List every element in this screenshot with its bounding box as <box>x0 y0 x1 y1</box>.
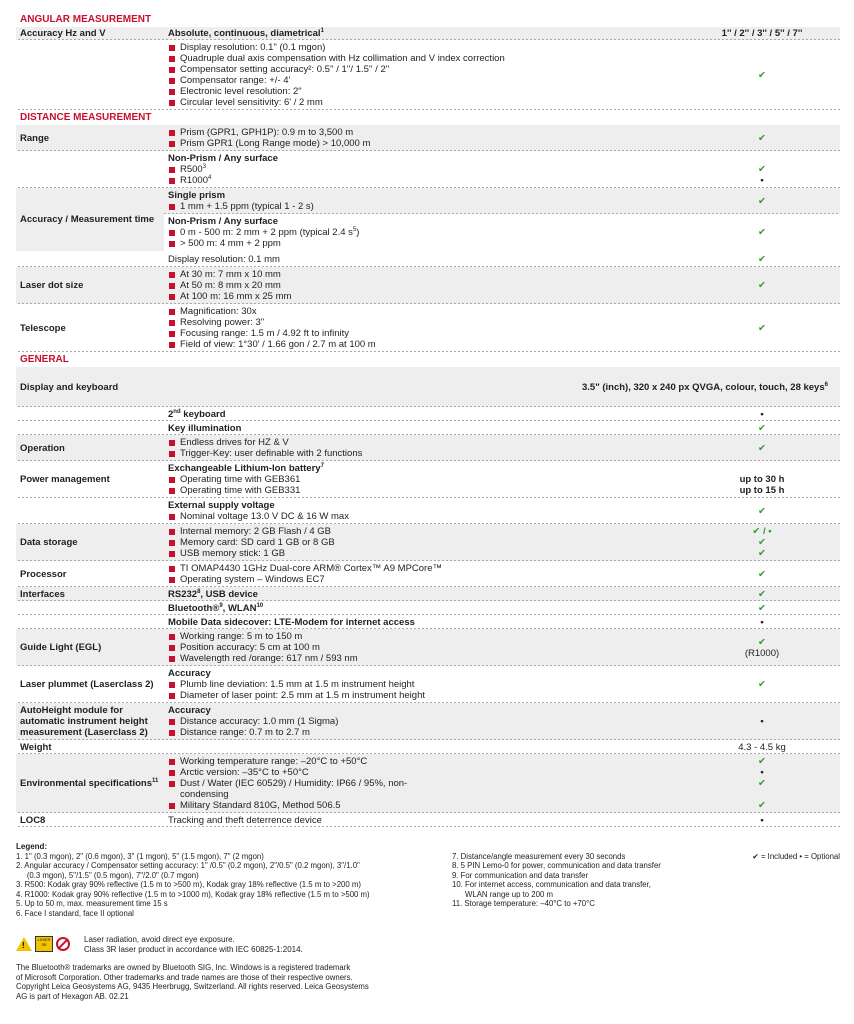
row-head: $RS232^8$, USB device <box>168 588 258 600</box>
list-item: R1000$^4$ <box>168 175 680 186</box>
section-title-general: GENERAL <box>20 354 69 365</box>
row-head: 2nd keyboard <box>168 408 226 420</box>
included-check-icon: ✔ <box>758 548 766 559</box>
list-item: TI OMAP4430 1GHz Dual-core ARM® Cortex™ A9 MPCore™ <box>168 563 680 574</box>
list-item: Distance range: 0.7 m to 2.7 m <box>168 727 680 738</box>
included-check-icon: ✔ <box>758 568 766 580</box>
footnote: 11. Storage temperature: –40°C to +70°C <box>452 899 595 908</box>
spec-sheet <box>16 12 840 827</box>
laser-warning-icons <box>16 935 72 953</box>
spec-row-data-storage <box>16 524 840 561</box>
list-item: At 50 m: 8 mm x 20 mm <box>168 280 680 291</box>
included-check-icon: ✔ <box>758 679 766 690</box>
included-check-icon: ✔ <box>758 422 766 434</box>
included-check-icon: ✔ <box>758 800 766 811</box>
list-item: Endless drives for HZ & V <box>168 437 680 448</box>
spec-row-operation <box>16 435 840 461</box>
footnote: 1. 1" (0.3 mgon), 2" (0.6 mgon), 3" (1 mgon), 5" (1.5 mgon), 7" (2 mgon) <box>16 851 264 861</box>
bullet-list <box>168 42 680 108</box>
footnote: 8. 5 PIN Lemo-0 for power, communication and data transfer <box>452 861 661 870</box>
row-head: Accuracy <box>168 705 211 716</box>
optional-dot-icon: • <box>760 814 764 826</box>
included-check-icon: ✔ <box>758 505 766 517</box>
row-label: Processor <box>20 568 67 580</box>
row-value: 4.3 - 4.5 kg <box>738 741 786 753</box>
list-item: 0 m - 500 m: 2 mm + 2 ppm (typical 2.4 $s^5$) <box>168 227 680 238</box>
list-item: Field of view: 1°30' / 1.66 gon / 2.7 m at 100 m <box>168 339 680 350</box>
list-item: Internal memory: 2 GB Flash / 4 GB <box>168 526 680 537</box>
row-head: Absolute, continuous, diametrical$^1$ <box>168 27 324 39</box>
laser-class-text: Class 3R laser product in accordance with IEC 60825-1:2014. <box>84 945 303 954</box>
list-item: Military Standard 810G, Method 506.5 <box>168 800 680 811</box>
spec-row-single-prism <box>164 188 840 214</box>
row-label: Power management <box>20 474 110 485</box>
list-item: At 30 m: 7 mm x 10 mm <box>168 269 680 280</box>
spec-row-nonprism-reflectorless <box>16 151 840 188</box>
row-head: Non-Prism / Any surface <box>168 216 278 227</box>
included-check-icon: ✔ <box>758 253 766 265</box>
list-item: Operating time with GEB331 <box>168 485 680 496</box>
list-item: Position accuracy: 5 cm at 100 m <box>168 642 680 653</box>
legend-key: ✔ = Included • = Optional <box>752 851 840 861</box>
included-check-icon: ✔ <box>758 778 766 789</box>
spec-row-angular-items <box>16 40 840 110</box>
footnote: 4. R1000: Kodak gray 90% reflective (1.5 m to >1000 m), Kodak gray 18% reflective (1.5 m to >500 m) <box>16 889 370 899</box>
spec-row-loc8 <box>16 813 840 827</box>
included-check-icon: ✔ <box>758 588 766 600</box>
list-item: Arctic version: –35°C to +50°C <box>168 767 680 778</box>
included-check-icon: ✔ <box>758 280 766 291</box>
list-item: At 100 m: 16 mm x 25 mm <box>168 291 680 302</box>
list-item: Nominal voltage 13.0 V DC & 16 W max <box>168 511 680 522</box>
legend-title: Legend: <box>16 842 48 851</box>
row-label: Range <box>20 132 50 144</box>
row-label: Accuracy / Measurement time <box>20 214 155 225</box>
included-check-icon: ✔ <box>758 636 766 648</box>
spec-group-accuracy-time <box>16 188 840 251</box>
list-item: Memory card: SD card 1 GB or 8 GB <box>168 537 680 548</box>
copyright-line: AG is part of Hexagon AB. 02.21 <box>16 991 129 1001</box>
row-label: Interfaces <box>20 588 65 600</box>
spec-row-range <box>16 125 840 151</box>
section-title-angular: ANGULAR MEASUREMENT <box>20 14 152 25</box>
row-label: Accuracy Hz and V <box>20 28 106 39</box>
legend-right-column <box>452 852 742 919</box>
row-head: Exchangeable Lithium-Ion battery$^7$ <box>168 462 324 474</box>
spec-row-nonprism-accuracy <box>164 214 840 251</box>
row-head: Accuracy <box>168 668 211 679</box>
row-label: AutoHeight module for automatic instrument height measurement (Laserclass 2) <box>20 705 148 738</box>
optional-dot-icon: • <box>760 175 764 186</box>
footnote: (0.3 mgon), 5"/1.5" (0.5 mgon), 7"/2.0" (0.7 mgon) <box>16 870 199 880</box>
list-item: Display resolution: 0.1" (0.1 mgon) <box>168 42 680 53</box>
row-value: (R1000) <box>744 647 780 659</box>
spec-row-power-management <box>16 461 840 498</box>
list-item: Distance accuracy: 1.0 mm (1 Sigma) <box>168 716 680 727</box>
list-item: Working temperature range: –20°C to +50°C <box>168 756 680 767</box>
included-check-icon: ✔ <box>758 602 766 614</box>
row-value: 1'' / 2'' / 3'' / 5'' / 7'' <box>721 28 803 39</box>
copyright-line: The Bluetooth® trademarks are owned by Bluetooth SIG, Inc. Windows is a registered trademark <box>16 963 351 972</box>
row-label: LOC8 <box>20 814 46 826</box>
optional-dot-icon: • <box>760 716 764 727</box>
row-label: Data storage <box>20 537 78 548</box>
list-item: Wavelength red /orange: 617 nm / 593 nm <box>168 653 680 664</box>
list-item: Compensator range: +/- 4' <box>168 75 680 86</box>
footnote: WLAN range up to 200 m <box>452 889 553 899</box>
spec-row-2nd-keyboard <box>16 407 840 421</box>
footnote: 2. Angular accuracy / Compensator setting accuracy: 1" /0.5" (0.2 mgon), 2"/0.5" (0.2 mgon), 3"/1.0" <box>16 861 360 870</box>
list-item: Diameter of laser point: 2.5 mm at 1.5 m instrument height <box>168 690 680 701</box>
row-label: Display and keyboard <box>20 381 119 393</box>
row-head: Bluetooth®$^9$, WLAN$^{10}$ <box>168 602 264 614</box>
list-item: Compensator setting accuracy²: 0.5'' / 1''/ 1.5'' / 2'' <box>168 64 680 75</box>
laser-class-label-icon: LASER 3R <box>35 936 53 952</box>
row-value: up to 30 h <box>739 474 785 485</box>
included-check-icon: ✔ <box>758 756 766 767</box>
list-item: > 500 m: 4 mm + 2 ppm <box>168 238 680 249</box>
footnote: 7. Distance/angle measurement every 30 seconds <box>452 851 626 861</box>
footnote: 6. Face I standard, face II optional <box>16 908 134 918</box>
spec-row-weight <box>16 740 840 754</box>
optional-dot-icon: • <box>760 767 764 778</box>
spec-row-display-resolution <box>16 251 840 267</box>
row-label: Operation <box>20 442 65 454</box>
row-head: Key illumination <box>168 422 242 434</box>
row-label: Laser dot size <box>20 280 84 291</box>
included-check-icon: ✔ <box>758 442 766 454</box>
spec-row-display-keyboard <box>16 367 840 407</box>
included-check-icon: ✔ <box>758 69 766 81</box>
no-eye-exposure-icon <box>56 937 70 951</box>
spec-row-laser-dot <box>16 267 840 304</box>
row-label: Weight <box>20 741 52 753</box>
included-check-icon: ✔ <box>758 537 766 548</box>
list-item: $R500^3$ <box>168 164 680 175</box>
spec-row-bluetooth <box>16 601 840 615</box>
spec-row-autoheight <box>16 703 840 740</box>
footnote: 9. For communication and data transfer <box>452 870 589 880</box>
row-label: Guide Light (EGL) <box>20 642 102 653</box>
included-check-icon: ✔ <box>758 195 766 207</box>
list-item: Resolving power: 3" <box>168 317 680 328</box>
list-item: Magnification: 30x <box>168 306 680 317</box>
list-item: Electronic level resolution: 2" <box>168 86 680 97</box>
included-check-icon: ✔ <box>758 322 766 334</box>
list-item: Focusing range: 1.5 m / 4.92 ft to infinity <box>168 328 680 339</box>
row-text: Tracking and theft deterrence device <box>168 814 322 826</box>
copyright-notice <box>16 963 416 1001</box>
list-item: Plumb line deviation: 1.5 mm at 1.5 m instrument height <box>168 679 680 690</box>
spec-row-external-supply <box>16 498 840 524</box>
included-check-icon: ✔ / • <box>752 526 772 537</box>
row-label: Environmental specifications$^{11}$ <box>20 777 159 789</box>
list-item: Prism (GPR1, GPH1P): 0.9 m to 3,500 m <box>168 127 680 138</box>
footnote: 10. For internet access, communication and data transfer, <box>452 880 651 889</box>
row-label: Telescope <box>20 322 66 334</box>
row-head: Mobile Data sidecover: LTE-Modem for internet access <box>168 616 415 628</box>
row-head: Single prism <box>168 190 226 201</box>
optional-dot-icon: • <box>760 408 764 420</box>
list-item: Working range: 5 m to 150 m <box>168 631 680 642</box>
footnote: 3. R500: Kodak gray 90% reflective (1.5 m to >500 m), Kodak gray 18% reflective (1.5 m to >200 m) <box>16 880 361 889</box>
list-item: 1 mm + 1.5 ppm (typical 1 - 2 s) <box>168 201 680 212</box>
row-value: up to 15 h <box>739 485 785 496</box>
laser-warning-text: Laser radiation, avoid direct eye exposure. <box>84 935 235 944</box>
bullet-list <box>168 164 680 186</box>
legend <box>16 842 840 918</box>
row-text: Display resolution: 0.1 mm <box>168 253 280 265</box>
spec-row-guide-light <box>16 629 840 666</box>
spec-row-processor <box>16 561 840 587</box>
spec-row-laser-plummet <box>16 666 840 703</box>
list-item: Operating system – Windows EC7 <box>168 574 680 585</box>
copyright-line: of Microsoft Corporation. Other trademarks and trade names are those of their respective owners. <box>16 972 353 982</box>
spec-row-telescope <box>16 304 840 352</box>
list-item: USB memory stick: 1 GB <box>168 548 680 559</box>
row-head: Non-Prism / Any surface <box>168 153 278 164</box>
section-title-distance: DISTANCE MEASUREMENT <box>20 112 152 123</box>
list-item: Prism GPR1 (Long Range mode) > 10,000 m <box>168 138 680 149</box>
spec-row-mobile-data <box>16 615 840 629</box>
row-value: 3.5" (inch), 320 x 240 px QVGA, colour, touch, 28 keys$^6$ <box>582 381 828 393</box>
spec-row-interfaces <box>16 587 840 601</box>
list-item: Dust / Water (IEC 60529) / Humidity: IP66 / 95%, non-condensing <box>168 778 420 800</box>
bullet-list <box>168 127 680 149</box>
copyright-line: Copyright Leica Geosystems AG, 9435 Heerbrugg, Switzerland. All rights reserved. Leica Geosystems <box>16 982 369 992</box>
optional-dot-icon: • <box>760 616 764 628</box>
included-check-icon: ✔ <box>758 132 766 144</box>
list-item: Operating time with GEB361 <box>168 474 680 485</box>
list-item: Circular level sensitivity: 6' / 2 mm <box>168 97 680 108</box>
spec-row-accuracy-hz-v <box>16 27 840 40</box>
spec-row-key-illumination <box>16 421 840 435</box>
list-item: Trigger-Key: user definable with 2 functions <box>168 448 680 459</box>
included-check-icon: ✔ <box>758 164 766 175</box>
laser-notice <box>16 935 303 955</box>
included-check-icon: ✔ <box>758 227 766 238</box>
footnote: 5. Up to 50 m, max. measurement time 15 s <box>16 899 168 908</box>
row-label: Laser plummet (Laserclass 2) <box>20 679 154 690</box>
legend-left-column <box>16 852 452 919</box>
row-head: External supply voltage <box>168 500 275 511</box>
warning-triangle-icon: ! <box>16 937 32 951</box>
list-item: Quadruple dual axis compensation with Hz collimation and V index correction <box>168 53 680 64</box>
spec-row-environmental <box>16 754 840 813</box>
